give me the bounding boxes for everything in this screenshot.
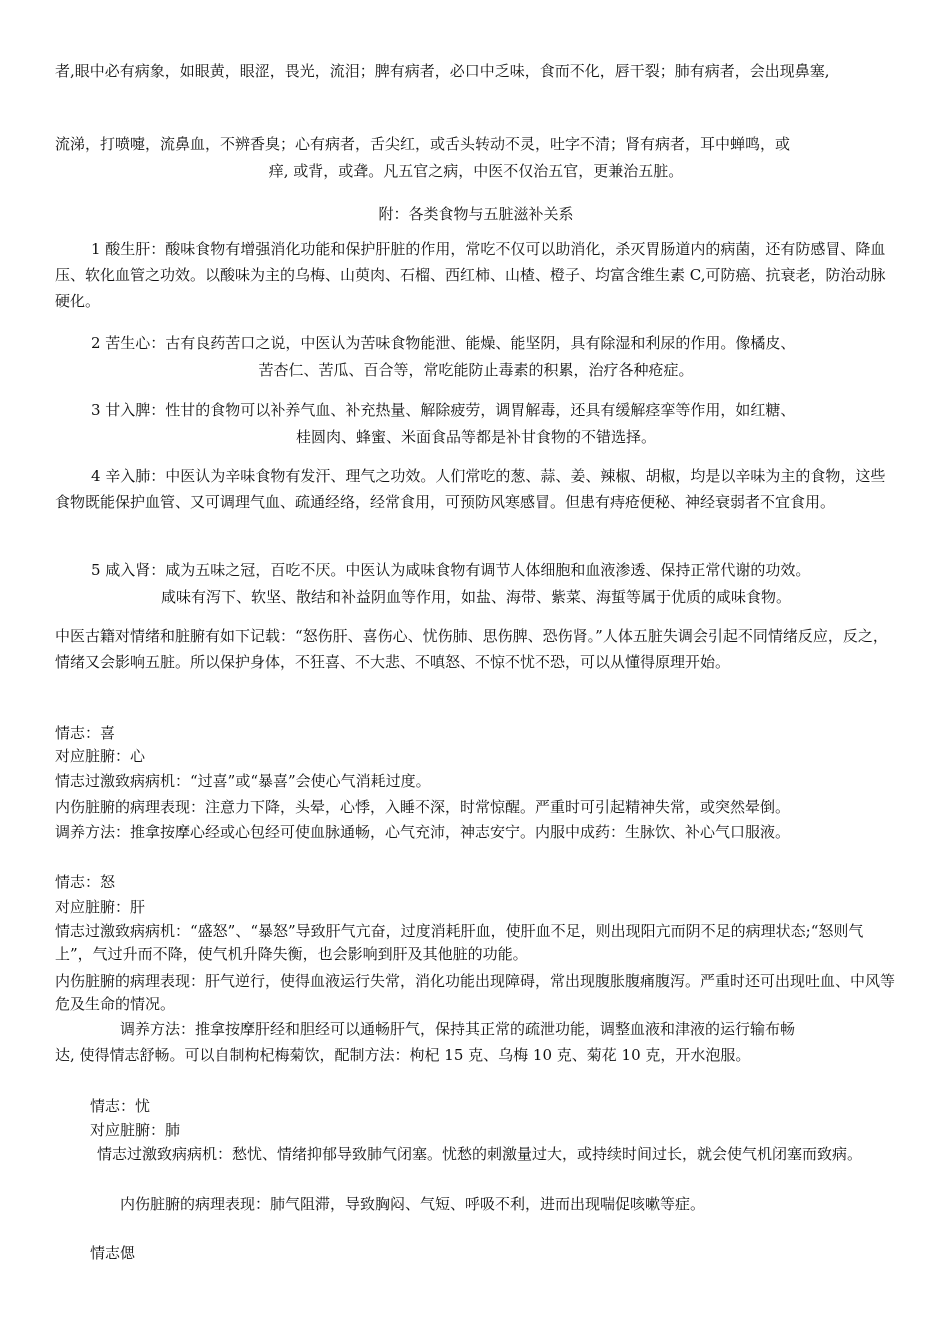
paragraph-emotions-intro: 中医古籍对情绪和脏腑有如下记载：“怒伤肝、喜伤心、忧伤肺、思伤脾、恐伤肾。”人体五脏失调会引起不同情绪反应，反之，情绪又会影响五脏。所以保护身体，不狂喜、不大悲、不嗔怒、不惊不忧不恐，可以从懂得原理开始。 [55, 627, 888, 671]
emotion-worry-mechanism: 情志过激致病病机：愁忧、情绪抑郁导致肺气闭塞。忧愁的刺激量过大，或持续时间过长，就会使气机闭塞而致病。 [97, 1145, 863, 1163]
emotion-joy-organ: 对应脏腑：心 [55, 747, 146, 765]
emotion-anger-mechanism: 情志过激致病病机：“盛怒”、“暴怒”导致肝气亢奋，过度消耗肝血，使肝血不足，则出现阳亢而阴不足的病理状态;“怒则气上”，气过升而不降，使气机升降失衡，也会影响到肝及其他脏的功能。 [55, 922, 864, 963]
emotion-joy-mechanism: 情志过激致病病机：“过喜”或“暴喜”会使心气消耗过度。 [55, 772, 431, 790]
paragraph-bitter-heart-line1: 2 苦生心：古有良药苦口之说，中医认为苦味食物能泄、能燥、能坚阴，具有除湿和利尿的作用。像橘皮、 [91, 334, 796, 352]
paragraph-intro-eyes: 者,眼中必有病象，如眼黄，眼涩，畏光，流泪；脾有病者，必口中乏味，食而不化，唇干裂；肺有病者，会出现鼻塞, [55, 62, 830, 80]
emotion-anger-treatment-line2: 达, 使得情志舒畅。可以自制枸杞梅菊饮，配制方法：枸杞 15 克、乌梅 10 克、菊花 10 克，开水泡服。 [55, 1046, 751, 1064]
emotion-anger-symptoms: 内伤脏腑的病理表现：肝气逆行，使得血液运行失常，消化功能出现障碍，常出现腹胀腹痛腹泻。严重时还可出现吐血、中风等危及生命的情况。 [55, 972, 896, 1013]
emotion-thought-label: 情志偲 [90, 1244, 136, 1262]
paragraph-intro-nose: 流涕，打喷嚏，流鼻血，不辨香臭；心有病者，舌尖红，或舌头转动不灵，吐字不清；肾有病者，耳中蝉鸣，或 [55, 135, 791, 153]
paragraph-salty-kidney-line1: 5 咸入肾：咸为五味之冠，百吃不厌。中医认为咸味食物有调节人体细胞和血液渗透、保持正常代谢的功效。 [91, 561, 811, 579]
paragraph-pungent-lung: 4 辛入肺：中医认为辛味食物有发汗、理气之功效。人们常吃的葱、蒜、姜、辣椒、胡椒，均是以辛味为主的食物，这些食物既能保护血管、又可调理气血、疏通经络，经常食用，可预防风寒感冒。但患有痔疮便秘、神经衰弱者不宜食用。 [55, 467, 886, 511]
paragraph-sweet-spleen-line1: 3 甘入脾：性甘的食物可以补养气血、补充热量、解除疲劳，调胃解毒，还具有缓解痉挛等作用，如红糖、 [91, 401, 796, 419]
emotion-anger-treatment-line1: 调养方法：推拿按摩肝经和胆经可以通畅肝气，保持其正常的疏泄功能，调整血液和津液的运行输布畅 [120, 1020, 796, 1038]
paragraph-salty-kidney-line2: 咸味有泻下、软坚、散结和补益阴血等作用，如盐、海带、紫菜、海蜇等属于优质的咸味食物。 [160, 588, 791, 606]
emotion-anger-organ: 对应脏腑：肝 [55, 898, 146, 916]
emotion-worry-symptoms: 内伤脏腑的病理表现：肺气阻滞，导致胸闷、气短、呼吸不利，进而出现喘促咳嗽等症。 [120, 1195, 706, 1213]
emotion-joy-treatment: 调养方法：推拿按摩心经或心包经可使血脉通畅，心气充沛，神志安宁。内服中成药：生脉饮、补心气口服液。 [55, 823, 791, 841]
emotion-worry-label: 情志：忧 [90, 1097, 151, 1115]
section-title: 附：各类食物与五脏滋补关系 [378, 205, 574, 223]
paragraph-sweet-spleen-line2: 桂圆肉、蜂蜜、米面食品等都是补甘食物的不错选择。 [295, 428, 656, 446]
emotion-joy-symptoms: 内伤脏腑的病理表现：注意力下降，头晕，心悸，入睡不深，时常惊醒。严重时可引起精神失常，或突然晕倒。 [55, 798, 791, 816]
paragraph-intro-ears: 痒, 或背，或聋。凡五官之病，中医不仅治五官，更兼治五脏。 [268, 162, 684, 180]
paragraph-bitter-heart-line2: 苦杏仁、苦瓜、百合等，常吃能防止毒素的积累，治疗各种疮症。 [258, 361, 694, 379]
emotion-joy-label: 情志：喜 [55, 724, 116, 742]
paragraph-sour-liver: 1 酸生肝：酸味食物有增强消化功能和保护肝脏的作用，常吃不仅可以助消化，杀灭胃肠道内的病菌，还有防感冒、降血压、软化血管之功效。以酸味为主的乌梅、山萸肉、石榴、西红柿、山楂、橙子、均富含维生素 C,可防癌、抗衰老，防治动脉硬化。 [55, 240, 886, 310]
emotion-anger-label: 情志：怒 [55, 873, 116, 891]
emotion-worry-organ: 对应脏腑：肺 [90, 1121, 181, 1139]
